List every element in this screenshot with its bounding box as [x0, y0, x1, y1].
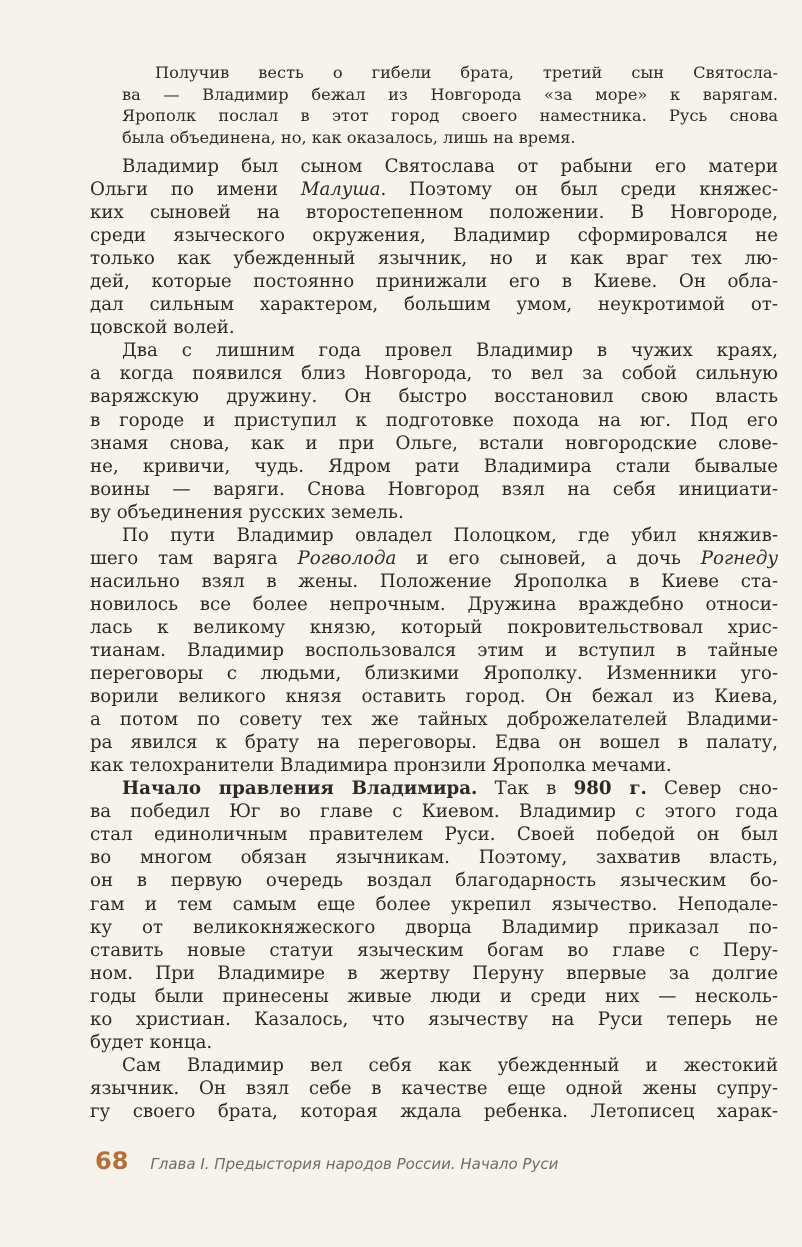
text-segment: была объединена, но, как оказалось, лишь на время. [122, 127, 576, 147]
text-line [122, 62, 778, 84]
text-segment: во многом обязан язычникам. Поэтому, захватив власть, [90, 847, 778, 869]
text-line [122, 127, 778, 149]
page-number: 68 [95, 1147, 129, 1175]
text-segment: ворили великого князя оставить город. Он бежал из Киева, [90, 686, 778, 708]
text-line [90, 685, 778, 708]
text-line [90, 939, 778, 962]
text-line [122, 105, 778, 127]
text-line [90, 823, 778, 846]
text-line [90, 547, 778, 570]
text-segment: цовской волей. [90, 317, 235, 339]
text-segment: Ольги по имени [90, 179, 301, 201]
text-line [90, 708, 778, 731]
text-segment: знамя снова, как и при Ольге, встали новгородские слове- [90, 432, 778, 454]
italic-term: Рогнеду [700, 547, 778, 569]
text-segment: Два с лишним года провел Владимир в чужих краях, [122, 340, 778, 362]
text-segment: ку от великокняжеского дворца Владимир приказал по- [90, 916, 778, 938]
text-segment: стал единоличным правителем Руси. Своей победой он был [90, 824, 778, 846]
text-line [90, 1008, 778, 1031]
text-segment: ву объединения русских земель. [90, 501, 404, 523]
text-line [90, 478, 778, 501]
text-segment: не, кривичи, чудь. Ядром рати Владимира стали бывалые [90, 455, 778, 477]
text-line [90, 501, 778, 524]
text-line [90, 1031, 778, 1054]
text-line [90, 639, 778, 662]
text-line [90, 362, 778, 385]
text-line [90, 570, 778, 593]
text-line [90, 1100, 778, 1123]
main-text [90, 155, 778, 1123]
text-segment: Владимир был сыном Святослава от рабыни его матери [122, 156, 778, 177]
text-line [122, 84, 778, 106]
text-line [90, 754, 778, 777]
text-segment: а потом по совету тех же тайных доброжелателей Владими- [90, 709, 778, 731]
paragraph [90, 1054, 778, 1123]
text-segment: тианам. Владимир воспользовался этим и вступил в тайные [90, 639, 778, 661]
text-segment: язычник. Он взял себе в качестве еще одной жены супру- [90, 1077, 778, 1099]
text-segment: гу своего брата, которая ждала ребенка. Летописец харак- [90, 1100, 778, 1122]
text-line [90, 316, 778, 339]
text-line [90, 662, 778, 685]
bold-heading: Начало правления Владимира. [122, 778, 478, 800]
text-line [90, 593, 778, 616]
text-segment: гам и тем самым еще более укрепил язычество. Неподале- [90, 893, 778, 915]
text-line [90, 524, 778, 547]
paragraph [90, 155, 778, 339]
text-line [90, 178, 778, 201]
page-footer [95, 1147, 558, 1175]
text-line [90, 869, 778, 892]
text-segment: в городе и приступил к подготовке похода на юг. Под его [90, 409, 778, 431]
text-segment: . Поэтому он был среди княжес- [380, 179, 778, 201]
text-line [90, 155, 778, 178]
text-segment: он в первую очередь воздал благодарность языческим бо- [90, 870, 778, 892]
text-line [90, 455, 778, 478]
text-segment: воины — варяги. Снова Новгород взял на себя инициати- [90, 478, 778, 500]
paragraph [90, 524, 778, 778]
text-segment: лась к великому князю, который покровительствовал хрис- [90, 616, 778, 638]
text-line [90, 385, 778, 408]
text-segment: а когда появился близ Новгорода, то вел за собой сильную [90, 363, 778, 385]
italic-term: Рогволода [297, 547, 397, 569]
text-segment: будет конца. [90, 1031, 213, 1053]
text-segment: ко христиан. Казалось, что язычеству на Руси теперь не [90, 1008, 778, 1030]
text-line [90, 270, 778, 293]
text-line [90, 1077, 778, 1100]
text-line [90, 247, 778, 270]
italic-term: Малуша [300, 179, 381, 201]
text-segment: шего там варяга [90, 547, 298, 569]
text-segment: Север сно- [646, 778, 778, 800]
text-line [90, 962, 778, 985]
text-line [90, 432, 778, 455]
text-segment: только как убежденный язычник, но и как враг тех лю- [90, 248, 778, 270]
text-segment: ставить новые статуи языческим богам во главе с Перу- [90, 939, 778, 961]
text-segment: Получив весть о гибели брата, третий сын Святосла- [155, 63, 778, 82]
text-segment: дей, которые постоянно принижали его в Киеве. Он обла- [90, 271, 778, 293]
text-line [90, 731, 778, 754]
text-segment: новилось все более непрочным. Дружина враждебно относи- [90, 593, 778, 615]
text-segment: ва победил Юг во главе с Киевом. Владимир с этого года [90, 801, 778, 823]
text-segment: ном. При Владимире в жертву Перуну впервые за долгие [90, 962, 778, 984]
text-line [90, 339, 778, 362]
text-line [90, 616, 778, 639]
text-line [90, 224, 778, 247]
text-line [90, 777, 778, 800]
text-line [90, 893, 778, 916]
text-segment: среди языческого окружения, Владимир сформировался не [90, 225, 778, 247]
paragraph [122, 62, 778, 148]
text-segment: По пути Владимир овладел Полоцком, где убил княжив- [122, 524, 778, 546]
text-line [90, 985, 778, 1008]
text-line [90, 916, 778, 939]
chapter-title: Глава I. Предыстория народов России. Начало Руси [150, 1155, 559, 1173]
text-segment: ва — Владимир бежал из Новгорода «за море» к варягам. [122, 84, 778, 104]
paragraph [90, 777, 778, 1054]
bold-heading: 980 г. [573, 778, 647, 800]
text-line [90, 1054, 778, 1077]
text-line [90, 800, 778, 823]
text-segment: и его сыновей, а дочь [396, 547, 701, 569]
text-segment: ких сыновей на второстепенном положении. В Новгороде, [90, 202, 778, 224]
text-segment: Сам Владимир вел себя как убежденный и жестокий [122, 1054, 778, 1076]
text-line [90, 201, 778, 224]
text-line [90, 409, 778, 432]
intro-paragraph [122, 62, 778, 148]
text-segment: дал сильным характером, большим умом, неукротимой от- [90, 294, 778, 316]
text-segment: Ярополк послал в этот город своего наместника. Русь снова [122, 106, 778, 125]
text-segment: годы были принесены живые люди и среди них — несколь- [90, 985, 778, 1007]
text-segment: варяжскую дружину. Он быстро восстановил свою власть [90, 386, 778, 408]
text-segment: насильно взял в жены. Положение Ярополка в Киеве ста- [90, 570, 778, 592]
text-line [90, 846, 778, 869]
text-segment: переговоры с людьми, близкими Ярополку. Изменники уго- [90, 663, 778, 685]
text-segment: Так в [477, 778, 574, 800]
paragraph [90, 339, 778, 523]
text-line [90, 293, 778, 316]
text-segment: ра явился к брату на переговоры. Едва он вошел в палату, [90, 732, 778, 754]
text-segment: как телохранители Владимира пронзили Ярополка мечами. [90, 755, 672, 777]
